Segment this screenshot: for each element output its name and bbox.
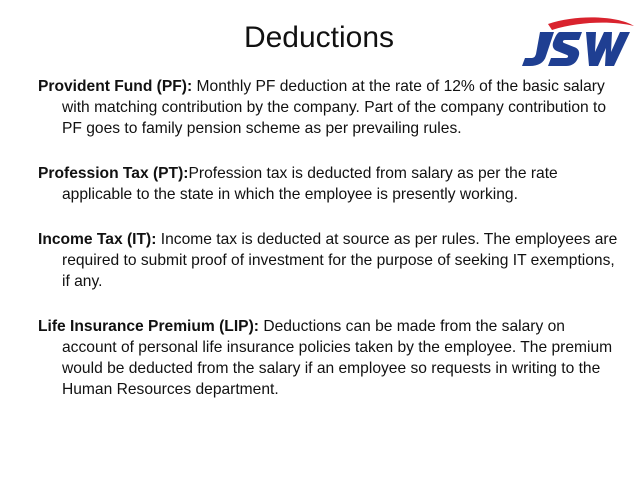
item-text: Deductions can be made from the salary on account of personal life insurance policies taken by the employee. The premium would be deducted from the salary if an employee so requests in writing to the Human Resources department. [62,318,613,398]
list-item-income-tax [38,229,618,292]
item-text: Income tax is deducted at source as per rules. The employees are required to submit proof of investment for the purpose of seeking IT exemptions, if any. [62,231,618,290]
item-term: Provident Fund (PF): [38,78,193,95]
item-text: Profession tax is deducted from salary as per the rate applicable to the state in which the employee is presently working. [62,165,558,203]
item-term: Life Insurance Premium (LIP): [38,318,259,335]
slide-title: Deductions [243,21,395,54]
list-item-life-insurance-premium [38,316,618,400]
list-item-profession-tax [38,163,618,205]
jsw-logo-graphic [518,16,636,68]
jsw-logo [518,16,636,68]
item-text: Monthly PF deduction at the rate of 12% of the basic salary with matching contribution by the company. Part of the company contribution to PF goes to family pension scheme as per prevailing rules. [62,78,607,137]
item-term: Profession Tax (PT): [38,165,189,182]
list-item-provident-fund [38,76,618,139]
deductions-list [38,76,618,424]
item-term: Income Tax (IT): [38,231,157,248]
